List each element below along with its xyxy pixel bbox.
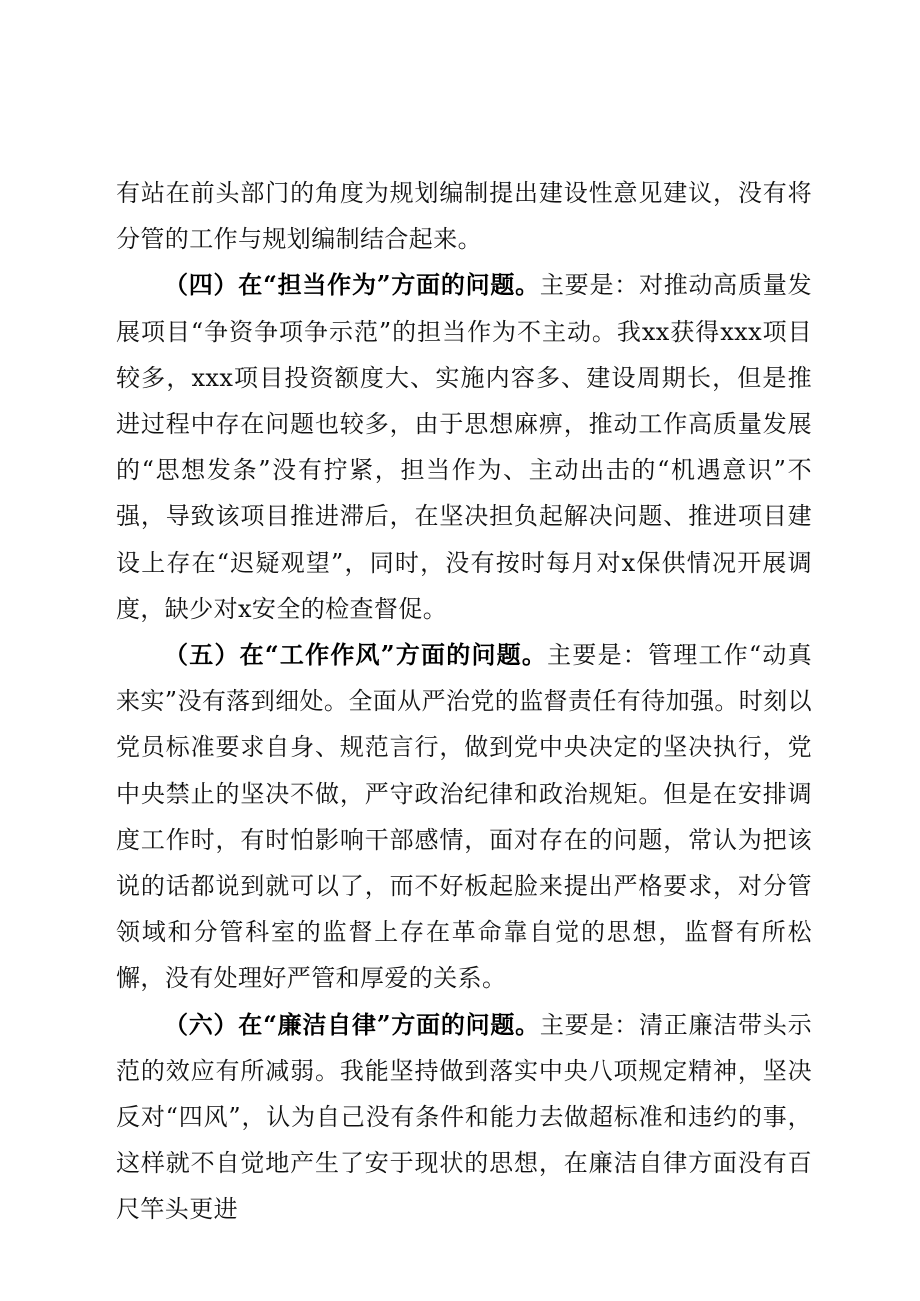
- paragraph-section-4: [116, 262, 812, 632]
- section-6-heading: （六）在“廉洁自律”方面的问题。: [164, 1009, 540, 1039]
- document-body: [116, 170, 812, 1233]
- paragraph-section-6: [116, 1002, 812, 1233]
- section-6-text: 主要是：清正廉洁带头示范的效应有所减弱。我能坚持做到落实中央八项规定精神，坚决反对“四风”，认为自己没有条件和能力去做超标准和违约的事，这样就不自觉地产生了安于现状的思想，在廉洁自律方面没有百尺竿头更进: [116, 1010, 812, 1224]
- section-5-heading: （五）在“工作作风”方面的问题。: [164, 640, 548, 670]
- section-5-text: 主要是：管理工作“动真来实”没有落到细处。全面从严治党的监督责任有待加强。时刻以党员标准要求自身、规范言行，做到党中央决定的坚决执行，党中央禁止的坚决不做，严守政治纪律和政治规矩。但是在安排调度工作时，有时怕影响干部感情，面对存在的问题，常认为把该说的话都说到就可以了，而不好板起脸来提出严格要求，对分管领域和分管科室的监督上存在革命靠自觉的思想，监督有所松懈，没有处理好严管和厚爱的关系。: [116, 641, 812, 993]
- section-4-text: 主要是：对推动高质量发展项目“争资争项争示范”的担当作为不主动。我xx获得xxx项目较多，xxx项目投资额度大、实施内容多、建设周期长，但是推进过程中存在问题也较多，由于思想麻痹，推动工作高质量发展的“思想发条”没有拧紧，担当作为、主动出击的“机遇意识”不强，导致该项目推进滞后，在坚决担负起解决问题、推进项目建设上存在“迟疑观望”，同时，没有按时每月对x保供情况开展调度，缺少对x安全的检查督促。: [116, 271, 812, 623]
- paragraph-section-5: [116, 632, 812, 1002]
- section-4-heading: （四）在“担当作为”方面的问题。: [164, 270, 540, 300]
- paragraph-continuation: [116, 170, 812, 262]
- paragraph-text: 有站在前头部门的角度为规划编制提出建设性意见建议，没有将分管的工作与规划编制结合起来。: [116, 179, 812, 254]
